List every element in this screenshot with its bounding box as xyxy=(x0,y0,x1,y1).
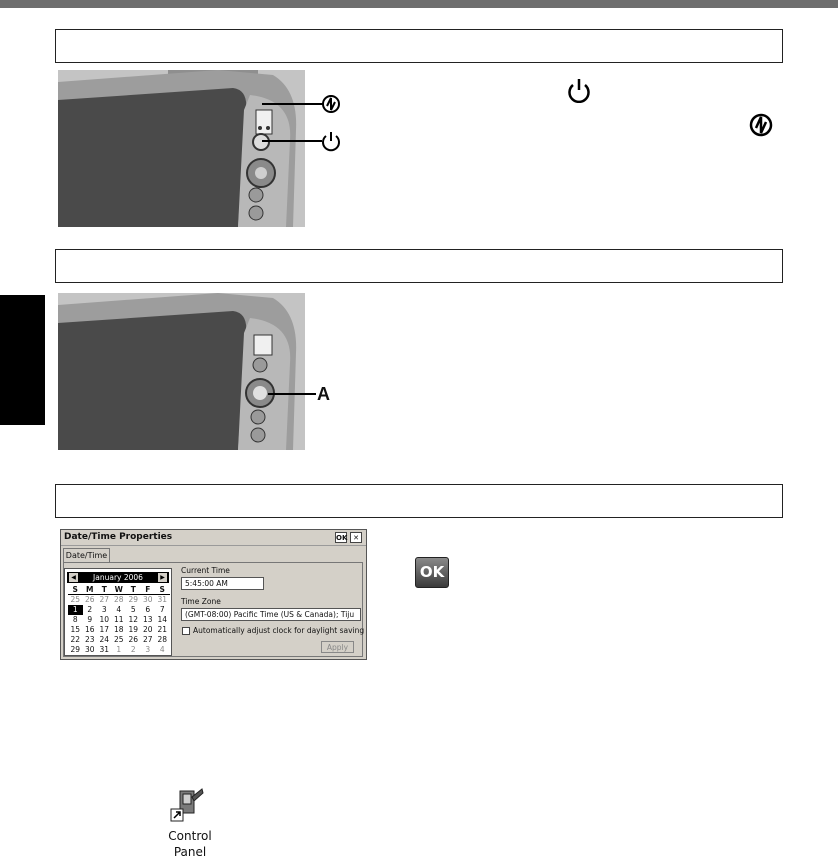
calendar-day[interactable]: 13 xyxy=(142,615,153,624)
calendar-day[interactable]: 25 xyxy=(70,595,81,604)
calendar-day[interactable]: 20 xyxy=(142,625,153,634)
device-photo-2 xyxy=(58,293,305,450)
calendar-weekday: T xyxy=(97,585,112,595)
calendar-day[interactable]: 11 xyxy=(113,615,124,624)
calendar-day[interactable]: 6 xyxy=(145,605,151,614)
current-time-field[interactable]: 5:45:00 AM xyxy=(181,577,264,590)
suspend-icon xyxy=(321,94,341,114)
calendar-day[interactable]: 30 xyxy=(84,645,95,654)
calendar-prev-button[interactable]: ◀ xyxy=(69,573,78,582)
current-time-label: Current Time xyxy=(181,566,230,575)
calendar xyxy=(64,568,172,656)
calendar-day[interactable]: 30 xyxy=(142,595,153,604)
section-header-box-2 xyxy=(55,249,783,283)
calendar-day[interactable]: 21 xyxy=(157,625,168,634)
calendar-day[interactable]: 26 xyxy=(84,595,95,604)
calendar-day[interactable]: 26 xyxy=(128,635,139,644)
calendar-day[interactable]: 31 xyxy=(99,645,110,654)
time-zone-label: Time Zone xyxy=(181,597,221,606)
calendar-weekday: M xyxy=(83,585,98,595)
calendar-day[interactable]: 15 xyxy=(70,625,81,634)
device-photo-1 xyxy=(58,70,305,227)
control-panel-label-line1: Control xyxy=(168,829,212,843)
calendar-weekday: W xyxy=(112,585,127,595)
calendar-day[interactable]: 2 xyxy=(130,645,136,654)
calendar-day[interactable]: 4 xyxy=(116,605,122,614)
calendar-day[interactable]: 19 xyxy=(128,625,139,634)
calendar-day[interactable]: 5 xyxy=(130,605,136,614)
dialog-ok-button[interactable]: OK xyxy=(336,534,348,542)
calendar-day[interactable]: 1 xyxy=(116,645,122,654)
section-header-box-1 xyxy=(55,29,783,63)
calendar-day[interactable]: 23 xyxy=(84,635,95,644)
suspend-icon xyxy=(748,112,774,138)
dialog-close-button[interactable]: ✕ xyxy=(350,532,362,543)
calendar-header xyxy=(67,572,169,583)
calendar-day[interactable]: 17 xyxy=(99,625,110,634)
calendar-weekday: S xyxy=(68,585,83,595)
calendar-weekday: F xyxy=(141,585,156,595)
top-bar xyxy=(0,0,838,8)
calendar-day[interactable]: 7 xyxy=(159,605,165,614)
calendar-weekday: S xyxy=(155,585,170,595)
calendar-day[interactable]: 1 xyxy=(68,605,83,615)
ok-button-icon: OK xyxy=(415,557,449,588)
date-time-properties-dialog xyxy=(60,529,367,660)
calendar-day[interactable]: 29 xyxy=(128,595,139,604)
calendar-day[interactable]: 29 xyxy=(70,645,81,654)
calendar-day[interactable]: 4 xyxy=(159,645,165,654)
control-panel-label-line2: Panel xyxy=(173,845,207,859)
tab-date-time[interactable]: Date/Time xyxy=(63,548,110,563)
calendar-month-label: January 2006 xyxy=(93,573,143,582)
calendar-day[interactable]: 2 xyxy=(87,605,93,614)
control-panel-icon xyxy=(170,787,206,823)
calendar-grid xyxy=(68,585,170,655)
calendar-day[interactable]: 28 xyxy=(157,635,168,644)
calendar-day[interactable]: 12 xyxy=(128,615,139,624)
callout-line-power xyxy=(262,140,322,142)
calendar-next-button[interactable]: ▶ xyxy=(158,573,167,582)
calendar-day[interactable]: 24 xyxy=(99,635,110,644)
time-zone-select[interactable]: (GMT-08:00) Pacific Time (US & Canada); Tiju xyxy=(181,608,361,621)
apply-button[interactable]: Apply xyxy=(321,641,354,653)
side-section-tab xyxy=(0,295,45,425)
calendar-day[interactable]: 3 xyxy=(101,605,107,614)
dialog-title: Date/Time Properties xyxy=(64,532,173,542)
dialog-title-bar xyxy=(61,530,366,546)
calendar-weekday: T xyxy=(126,585,141,595)
calendar-day[interactable]: 16 xyxy=(84,625,95,634)
calendar-day[interactable]: 22 xyxy=(70,635,81,644)
calendar-day[interactable]: 3 xyxy=(145,645,151,654)
calendar-day[interactable]: 25 xyxy=(113,635,124,644)
power-icon xyxy=(566,77,592,103)
calendar-day[interactable]: 8 xyxy=(72,615,78,624)
dst-checkbox[interactable] xyxy=(182,627,190,635)
callout-line-suspend xyxy=(262,103,324,105)
calendar-day[interactable]: 14 xyxy=(157,615,168,624)
calendar-day[interactable]: 9 xyxy=(87,615,93,624)
section-header-box-3 xyxy=(55,484,783,518)
calendar-day[interactable]: 31 xyxy=(157,595,168,604)
callout-label-a: A xyxy=(317,384,330,404)
calendar-day[interactable]: 27 xyxy=(99,595,110,604)
callout-line-a xyxy=(268,393,316,395)
power-icon xyxy=(320,130,342,152)
calendar-day[interactable]: 28 xyxy=(113,595,124,604)
calendar-day[interactable]: 27 xyxy=(142,635,153,644)
calendar-day[interactable]: 10 xyxy=(99,615,110,624)
dst-label: Automatically adjust clock for daylight saving xyxy=(193,626,365,635)
calendar-day[interactable]: 18 xyxy=(113,625,124,634)
